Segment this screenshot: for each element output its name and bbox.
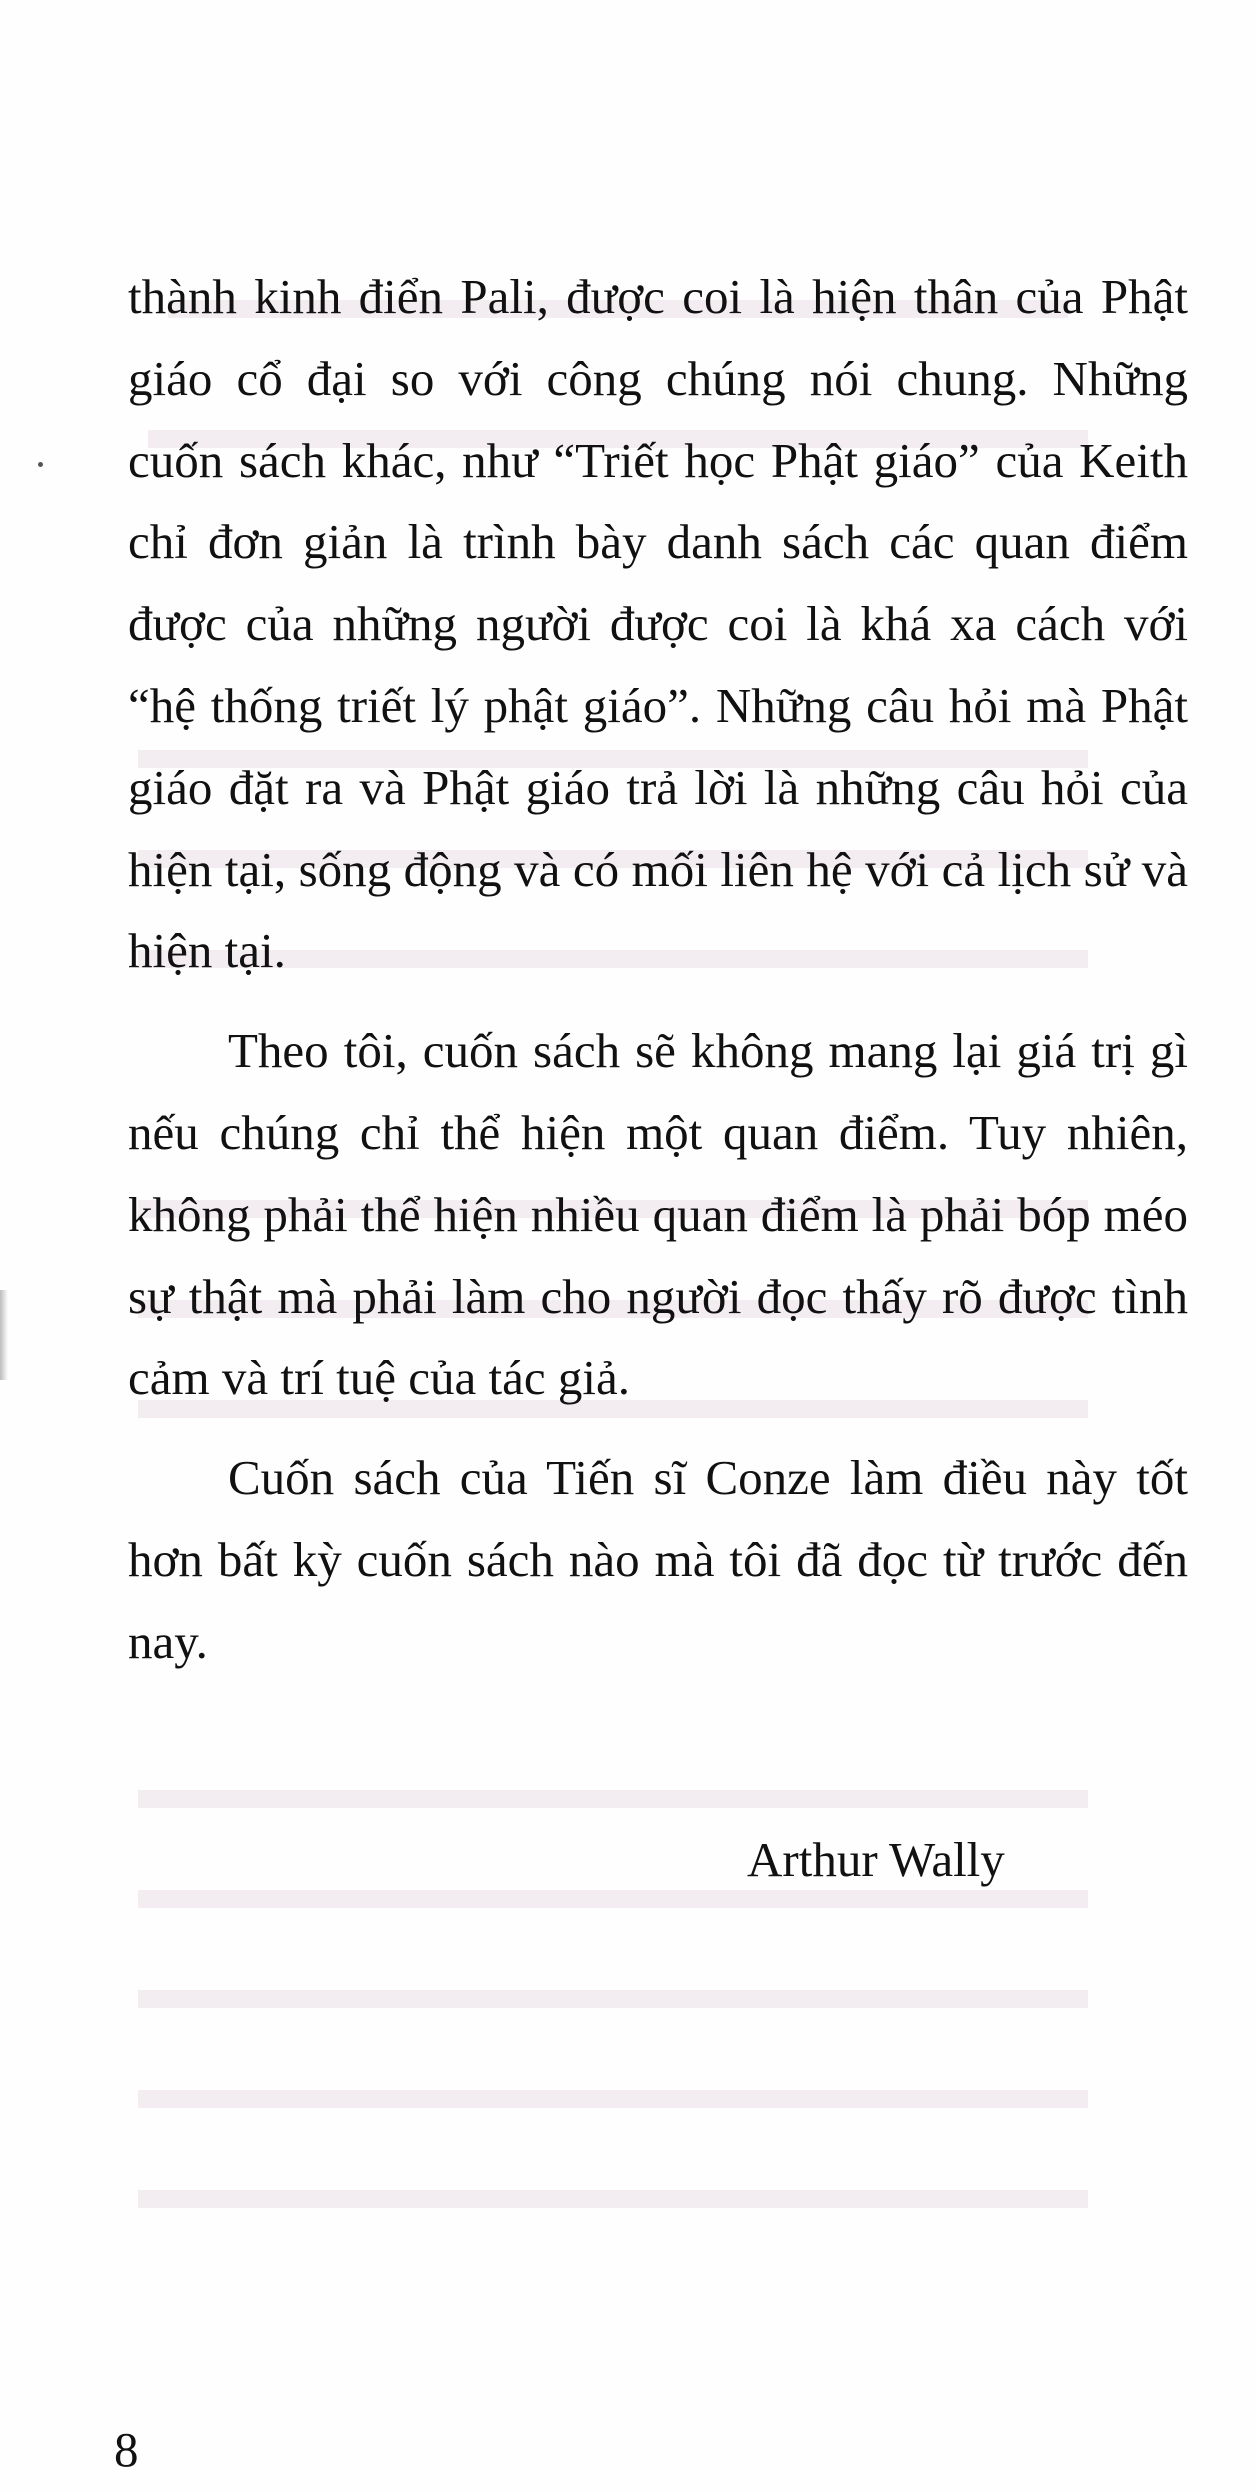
- page-edge-shadow: [0, 1290, 8, 1380]
- show-through-line: [138, 1990, 1088, 2008]
- show-through-line: [138, 1790, 1088, 1808]
- page-number: 8: [114, 2422, 139, 2477]
- paper-speck: [38, 462, 43, 467]
- author-signature: Arthur Wally: [747, 1832, 1005, 1887]
- paragraph-1: thành kinh điển Pali, được coi là hiện thân của Phật giáo cổ đại so với công chúng nói chung. Những cuốn sách khác, như “Triết học Phật giáo” của Keith chỉ đơn giản là trình bày danh sách các quan điểm được của những người được coi là khá xa cách với “hệ thống triết lý phật giáo”. Những câu hỏi mà Phật giáo đặt ra và Phật giáo trả lời là những câu hỏi của hiện tại, sống động và có mối liên hệ với cả lịch sử và hiện tại.: [128, 269, 1188, 979]
- paragraph-3: Cuốn sách của Tiến sĩ Conze làm điều này tốt hơn bất kỳ cuốn sách nào mà tôi đã đọc từ trước đến nay.: [128, 1450, 1188, 1669]
- body-text: [128, 256, 1188, 1683]
- show-through-line: [138, 2090, 1088, 2108]
- paragraph-2: Theo tôi, cuốn sách sẽ không mang lại giá trị gì nếu chúng chỉ thể hiện một quan điểm. Tuy nhiên, không phải thể hiện nhiều quan điểm là phải bóp méo sự thật mà phải làm cho người đọc thấy rõ được tình cảm và trí tuệ của tác giả.: [128, 1023, 1188, 1406]
- show-through-line: [138, 2190, 1088, 2208]
